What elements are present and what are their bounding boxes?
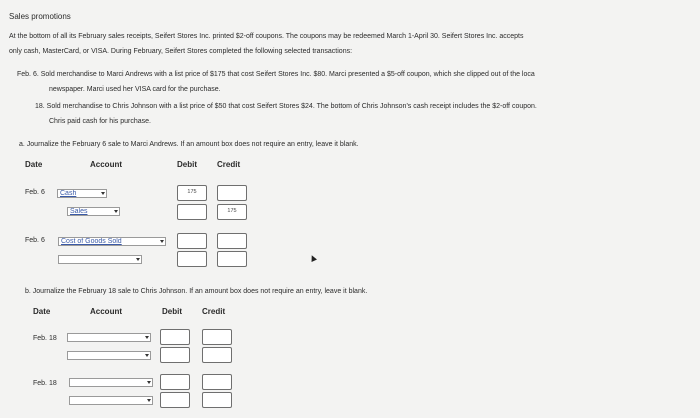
part-a-instruction: a. Journalize the February 6 sale to Marci Andrews. If an amount box does not require an entry, leave it blank. (19, 141, 359, 148)
part-a-entry1-date: Feb. 6 (25, 189, 45, 196)
account-select[interactable] (58, 255, 142, 264)
chevron-down-icon (145, 354, 149, 357)
chevron-down-icon (145, 336, 149, 339)
credit-input[interactable] (202, 392, 232, 408)
debit-input[interactable] (160, 392, 190, 408)
account-select[interactable] (69, 396, 153, 405)
part-b-instruction: b. Journalize the February 18 sale to Chris Johnson. If an amount box does not require an entry, leave it blank. (25, 288, 368, 295)
part-a-header-date: Date (25, 160, 43, 169)
account-select[interactable] (67, 333, 151, 342)
page-title: Sales promotions (9, 12, 71, 21)
account-select-value: Sales (70, 208, 88, 215)
credit-input[interactable] (202, 374, 232, 390)
part-a-entry2-date: Feb. 6 (25, 237, 45, 244)
intro-text-line1: At the bottom of all its February sales receipts, Seifert Stores Inc. printed $2-off coupons. The coupons may be redeemed March 1-April 30. Seifert Stores Inc. accepts (9, 33, 524, 40)
chevron-down-icon (147, 381, 151, 384)
intro-text-line2: only cash, MasterCard, or VISA. During February, Seifert Stores completed the following selected transactions: (9, 48, 353, 55)
debit-input[interactable]: 175 (177, 185, 207, 201)
transaction-feb6-line1: Feb. 6. Sold merchandise to Marci Andrews with a list price of $175 that cost Seifert Stores Inc. $80. Marci presented a $5-off coupon, which she clipped out of the loca (17, 71, 535, 78)
part-a-header-credit: Credit (217, 160, 241, 169)
debit-input[interactable] (160, 347, 190, 363)
chevron-down-icon (160, 240, 164, 243)
debit-input[interactable] (177, 204, 207, 220)
chevron-down-icon (147, 399, 151, 402)
credit-input[interactable] (217, 185, 247, 201)
credit-input[interactable] (217, 233, 247, 249)
part-b-header-credit: Credit (202, 307, 226, 316)
account-select-value: Cash (60, 190, 77, 197)
chevron-down-icon (101, 192, 105, 195)
credit-input[interactable] (202, 329, 232, 345)
account-select[interactable] (69, 378, 153, 387)
account-select-value: Cost of Goods Sold (61, 238, 122, 245)
debit-input[interactable] (160, 329, 190, 345)
part-a-header-debit: Debit (177, 160, 197, 169)
mouse-cursor-icon (309, 254, 317, 262)
credit-input[interactable] (217, 251, 247, 267)
account-select[interactable] (67, 207, 120, 216)
debit-input[interactable] (160, 374, 190, 390)
part-b-header-debit: Debit (162, 307, 182, 316)
debit-input[interactable] (177, 233, 207, 249)
account-select[interactable] (58, 237, 166, 246)
transaction-feb18-line1: 18. Sold merchandise to Chris Johnson with a list price of $50 that cost Seifert Stores $24. The bottom of Chris Johnson's cash receipt includes the $2-off coupon. (35, 103, 537, 110)
part-b-header-date: Date (33, 307, 51, 316)
credit-input[interactable]: 175 (217, 204, 247, 220)
part-b-header-account: Account (90, 307, 122, 316)
chevron-down-icon (114, 210, 118, 213)
account-select[interactable] (57, 189, 107, 198)
transaction-feb18-line2: Chris paid cash for his purchase. (49, 118, 151, 125)
chevron-down-icon (136, 258, 140, 261)
part-a-header-account: Account (90, 160, 122, 169)
account-select[interactable] (67, 351, 151, 360)
transaction-feb6-line2: newspaper. Marci used her VISA card for the purchase. (49, 86, 221, 93)
part-b-entry1-date: Feb. 18 (33, 335, 57, 342)
part-b-entry2-date: Feb. 18 (33, 380, 57, 387)
debit-input[interactable] (177, 251, 207, 267)
credit-input[interactable] (202, 347, 232, 363)
